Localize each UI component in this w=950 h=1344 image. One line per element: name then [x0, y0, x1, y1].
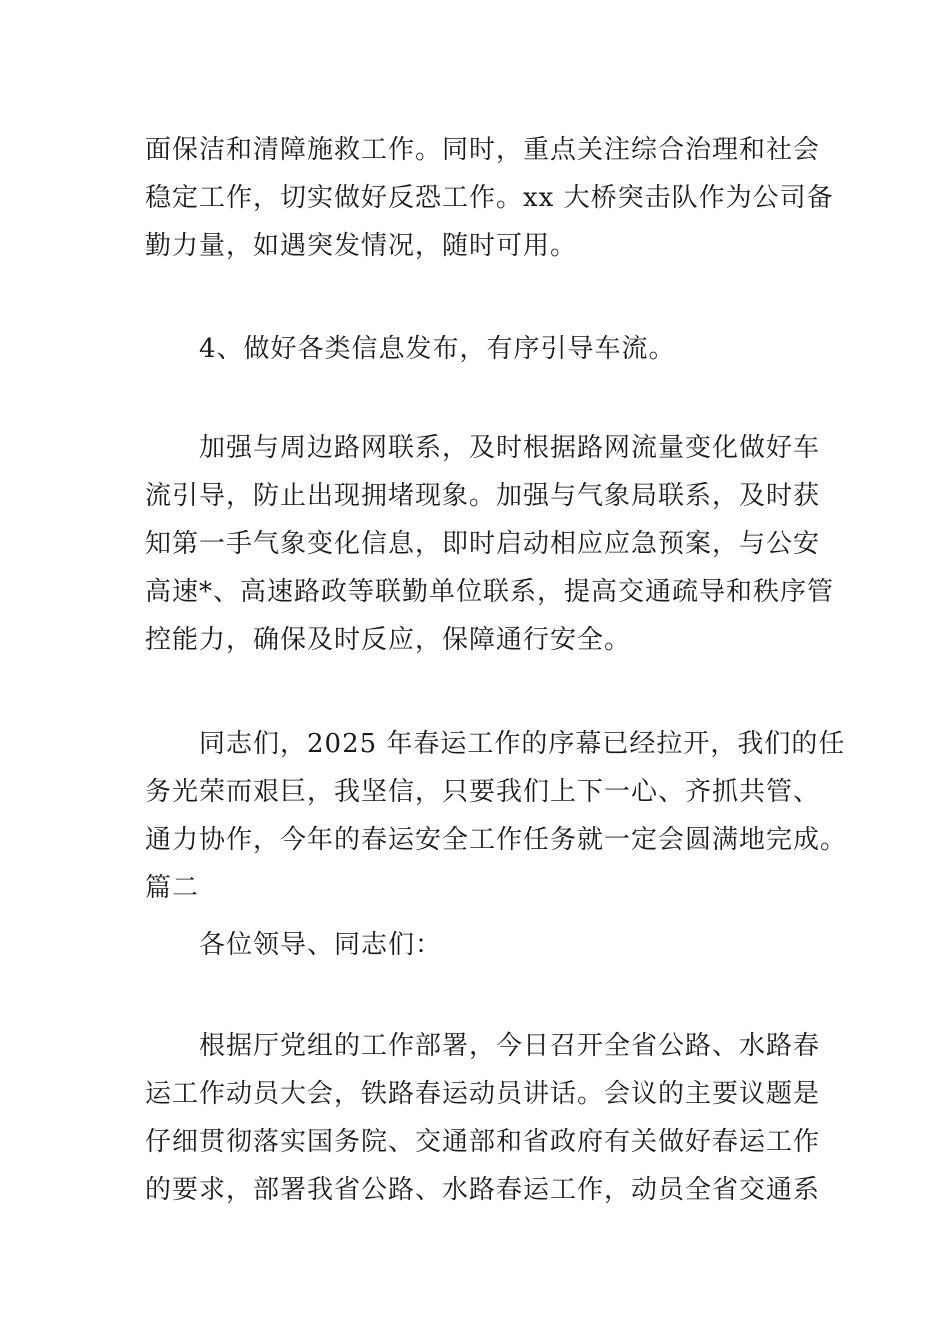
paragraph-2-heading [145, 325, 810, 373]
text-line: 高速*、高速路政等联勤单位联系，提高交通疏导和秩序管 [145, 577, 835, 607]
text-line: 加强与周边路网联系，及时根据路网流量变化做好车 [145, 433, 821, 463]
text-line: 各位领导、同志们： [145, 930, 443, 960]
text-line: 务光荣而艰巨，我坚信，只要我们上下一心、齐抓共管、 [145, 777, 821, 807]
text-line: 运工作动员大会，铁路春运动员讲话。会议的主要议题是 [145, 1079, 821, 1109]
text-line: 的要求，部署我省公路、水路春运工作，动员全省交通系 [145, 1175, 821, 1205]
paragraph-4 [145, 720, 848, 912]
text-line: 知第一手气象变化信息，即时启动相应应急预案，与公安 [145, 529, 821, 559]
text-line: 同志们，2025 年春运工作的序幕已经拉开，我们的任 [145, 729, 846, 759]
text-line: 流引导，防止出现拥堵现象。加强与气象局联系，及时获 [145, 481, 821, 511]
text-line: 仔细贯彻落实国务院、交通部和省政府有关做好春运工作 [145, 1127, 821, 1157]
text-line: 通力协作，今年的春运安全工作任务就一定会圆满地完成。 [145, 825, 848, 855]
text-line: 根据厅党组的工作部署，今日召开全省公路、水路春 [145, 1031, 821, 1061]
paragraph-3 [145, 424, 835, 664]
text-line: 4、做好各类信息发布，有序引导车流。 [145, 334, 676, 364]
text-line: 稳定工作，切实做好反恐工作。xx 大桥突击队作为公司备 [145, 183, 834, 213]
text-line: 勤力量，如遇突发情况，随时可用。 [145, 231, 578, 261]
paragraph-6 [145, 1022, 821, 1214]
text-line: 面保洁和清障施救工作。同时，重点关注综合治理和社会 [145, 135, 821, 165]
paragraph-1 [145, 126, 834, 270]
section-heading: 篇二 [145, 873, 200, 903]
paragraph-5-salutation [145, 921, 810, 969]
text-line: 控能力，确保及时反应，保障通行安全。 [145, 625, 632, 655]
